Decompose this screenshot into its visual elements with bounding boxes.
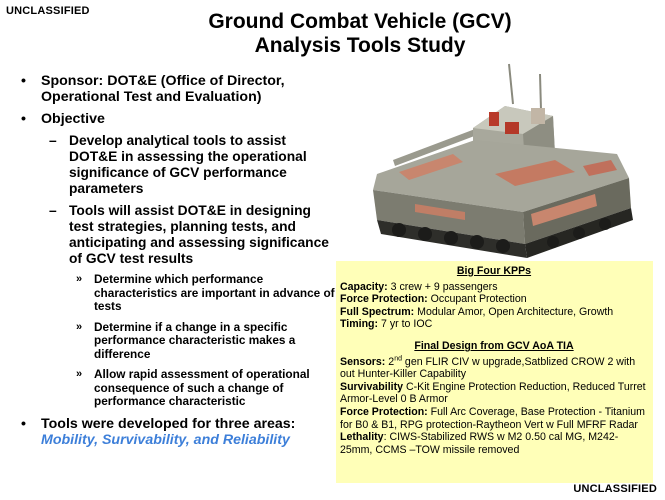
survivability-label: Survivability <box>340 380 403 393</box>
force-protection-value: Occupant Protection <box>427 293 527 306</box>
final-lethality <box>340 431 648 456</box>
sensors-value: gen FLIR CIV w upgrade,Satblized CROW 2 with out Hunter-Killer Capability <box>340 355 636 381</box>
title-line-2: Analysis Tools Study <box>254 34 466 57</box>
bullet-tools-developed <box>18 416 336 448</box>
dash-marker: – <box>49 203 57 218</box>
kpp-title: Big Four KPPs <box>456 265 532 277</box>
bullet-marker: • <box>21 111 26 127</box>
item-text: Allow rapid assessment of operational consequence of such a change of performance characteristic <box>94 367 310 408</box>
tools-assist-text: Tools will assist DOT&E in designing test strategies, planning tests, and anticipating and assessing significance of GCV test results <box>69 203 329 266</box>
classification-top: UNCLASSIFIED <box>6 5 90 17</box>
timing-value: 7 yr to IOC <box>378 318 433 331</box>
survivability-value: C-Kit Engine Protection Reduction, Reduced Turret Armor-Level 0 B Armor <box>340 380 646 406</box>
chevron-marker: » <box>76 320 83 333</box>
sub-sub-bullet-3 <box>18 368 336 409</box>
final-sensors <box>340 356 648 381</box>
full-spectrum-value: Modular Amor, Open Architecture, Growth <box>414 305 614 318</box>
sensors-sup: nd <box>394 355 402 363</box>
kpp-force-protection <box>340 293 648 306</box>
sub-bullet-tools <box>18 203 336 267</box>
page-title <box>150 10 570 58</box>
timing-label: Timing: <box>340 318 379 331</box>
kpp-info-box <box>336 261 653 483</box>
tools-areas-text: Mobility, Survivability, and Reliability <box>41 431 290 448</box>
objective-text: Objective <box>41 111 105 127</box>
capacity-value: 3 crew + 9 passengers <box>387 280 498 293</box>
bullet-marker: • <box>21 415 26 432</box>
lethality-label: Lethality <box>340 431 384 444</box>
sub-bullet-develop <box>18 133 336 197</box>
sub-sub-bullet-1 <box>18 273 336 314</box>
sponsor-text: Sponsor: DOT&E (Office of Director, Operational Test and Evaluation) <box>41 73 285 105</box>
final-survivability <box>340 381 648 406</box>
classification-bottom: UNCLASSIFIED <box>573 483 657 495</box>
dash-marker: – <box>49 133 57 148</box>
kpp-capacity <box>340 281 648 294</box>
capacity-label: Capacity: <box>340 280 388 293</box>
final-force-protection <box>340 406 648 431</box>
lethality-value: : CIWS-Stabilized RWS w M2 0.50 cal MG, M242-25mm, CCMS –TOW missile removed <box>340 431 619 456</box>
final-design-title: Final Design from GCV AoA TIA <box>414 339 574 352</box>
bullet-list <box>18 73 336 454</box>
force-protection-label: Force Protection: <box>340 293 428 306</box>
spacer <box>340 331 648 340</box>
final-fp-value: Full Arc Coverage, Base Protection - Titanium for B0 & B1, RPG protection-Raytheon Vert w Full MFRF Radar <box>340 405 645 431</box>
kpp-full-spectrum <box>340 306 648 319</box>
final-fp-label: Force Protection: <box>340 405 428 418</box>
sensors-pre: 2 <box>385 355 395 368</box>
gcv-vehicle-illustration <box>355 62 645 264</box>
title-line-1: Ground Combat Vehicle (GCV) <box>208 10 512 33</box>
sensors-label: Sensors: <box>340 355 386 368</box>
item-text: Determine if a change in a specific performance characteristic makes a difference <box>94 319 296 361</box>
sub-sub-bullet-2 <box>18 321 336 362</box>
full-spectrum-label: Full Spectrum: <box>340 305 415 318</box>
kpp-timing <box>340 318 648 331</box>
bullet-objective <box>18 111 336 127</box>
bullet-sponsor <box>18 73 336 105</box>
develop-text: Develop analytical tools to assist DOT&E in assessing the operational significance of GCV performance parameters <box>69 133 307 196</box>
tools-developed-text: Tools were developed for three areas: <box>41 415 296 432</box>
item-text: Determine which performance characteristics are important in advance of tests <box>94 272 335 313</box>
chevron-marker: » <box>76 273 83 285</box>
bullet-marker: • <box>21 73 26 89</box>
chevron-marker: » <box>76 368 83 380</box>
